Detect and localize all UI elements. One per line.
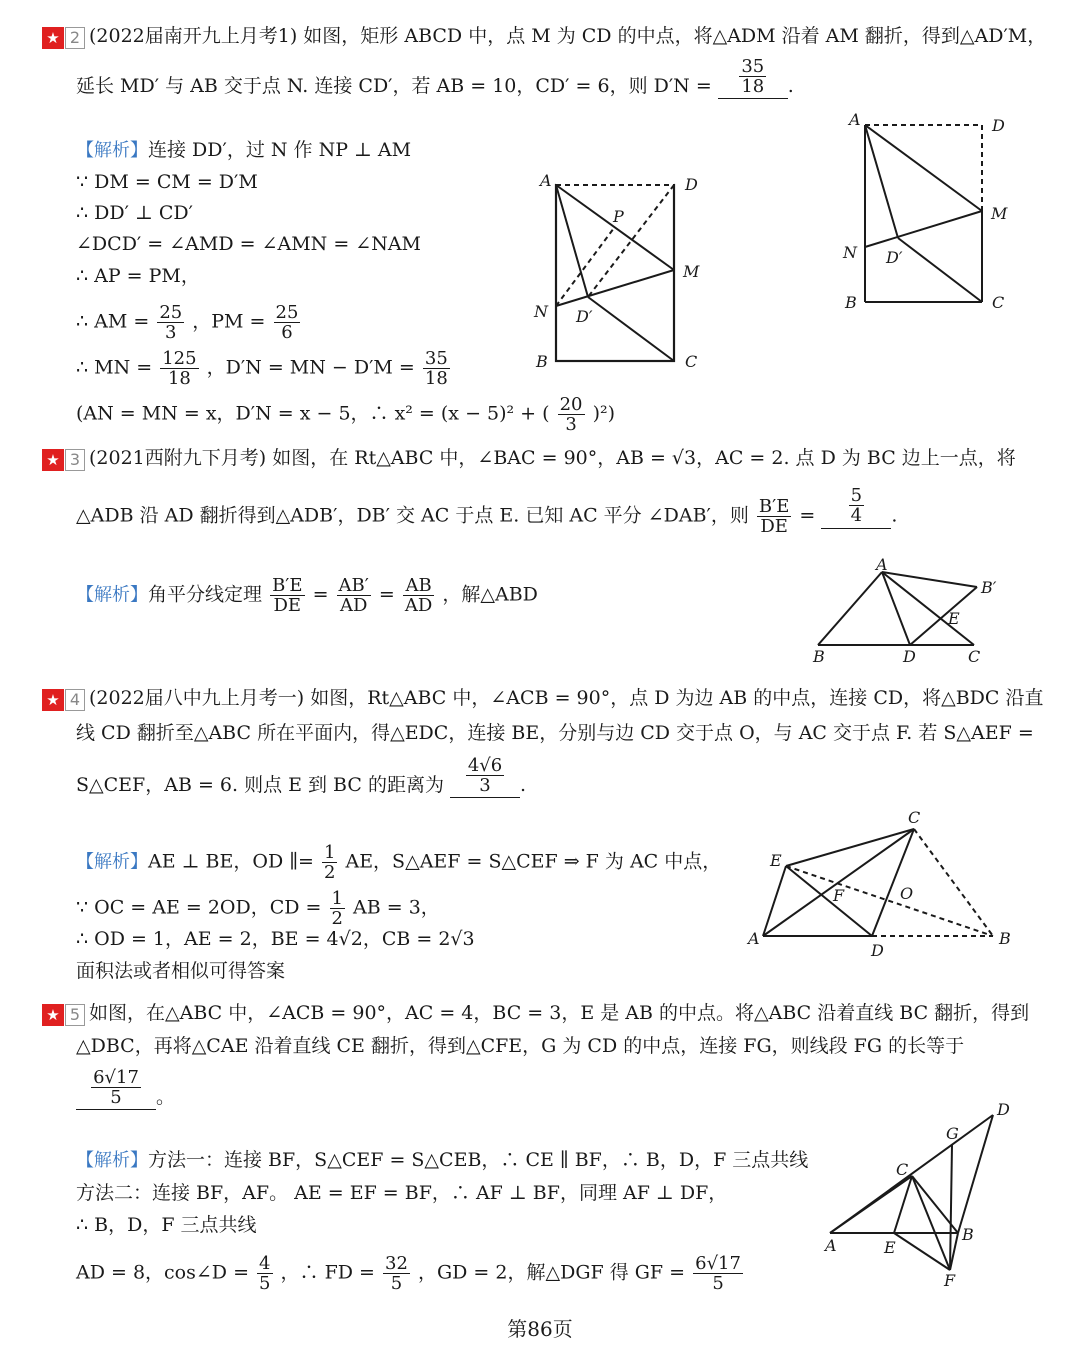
q5-line-2 xyxy=(76,1034,964,1058)
q4-sol-1-frac-num: 1 xyxy=(323,842,336,863)
q3-fig-label-e: E xyxy=(948,609,960,628)
q5-sol-4-frac1-num: 4 xyxy=(259,1253,271,1274)
q3-sol-1a: 角平分线定理 xyxy=(148,583,263,606)
q3-line-2 xyxy=(76,485,898,537)
q4-fig-dashed-eb xyxy=(786,866,993,936)
q2-answer xyxy=(718,55,788,99)
q5-answer xyxy=(76,1066,156,1110)
q4-answer xyxy=(450,754,520,798)
q5-sol-4-frac2-num: 32 xyxy=(385,1253,408,1274)
q2-fig2-label-c: C xyxy=(992,293,1005,312)
q5-fig-label-g: G xyxy=(946,1124,959,1143)
q3-sol-1b: ，解△ABD xyxy=(442,583,538,606)
q5-sol-4-frac1-den: 5 xyxy=(259,1273,271,1294)
q4-line-3 xyxy=(76,754,527,798)
q5-line-3 xyxy=(76,1066,176,1110)
q5-line-1 xyxy=(42,1001,1029,1026)
q5-tail: 。 xyxy=(156,1086,176,1108)
q2-sol-6-frac2-num: 25 xyxy=(275,302,299,323)
q4-solution-3 xyxy=(76,927,475,951)
q2-fig2-label-dp: D′ xyxy=(886,248,903,267)
q2-sol-7-frac1-num: 125 xyxy=(162,348,197,369)
q3-frac-den: DE xyxy=(760,516,788,537)
q3-sol-frac1-num: B′E xyxy=(272,575,303,596)
q4-answer-den: 3 xyxy=(479,774,491,796)
q5-text-1: 如图，在△ABC 中，∠ACB = 90°，AC = 4，BC = 3，E 是 AB 的中点。将△ABC 沿着直线 BC 翻折，得到 xyxy=(89,1002,1030,1024)
q2-sol-7-frac2-den: 18 xyxy=(424,368,448,389)
q2-sol-6b: ，PM = xyxy=(192,310,266,333)
q3-fig-label-b: B xyxy=(813,647,825,666)
q3-sol-eq1: = xyxy=(312,583,329,606)
q5-fig-line-cf xyxy=(912,1176,950,1270)
q4-solution-1 xyxy=(76,843,721,882)
q4-answer-num: 4√6 xyxy=(467,754,503,776)
q5-jiexi-label: 【解析】 xyxy=(76,1150,148,1171)
q4-fig-line-ed xyxy=(786,866,872,936)
q2-fig1-line-am xyxy=(556,185,674,270)
q5-fig-label-f: F xyxy=(944,1271,956,1290)
q2-fig2-label-n: N xyxy=(843,243,857,262)
q2-fig1-label-dp: D′ xyxy=(576,307,593,326)
q5-answer-den: 5 xyxy=(110,1086,122,1108)
q4-sol-1b: AE，S△AEF = S△CEF ⇒ F 为 AC 中点， xyxy=(345,850,722,873)
q3-frac-num: B′E xyxy=(758,496,790,517)
q5-solution-3 xyxy=(76,1213,257,1237)
q3-fig-line-abp xyxy=(882,572,977,587)
q5-fig-label-a: A xyxy=(825,1236,837,1255)
q2-solution-6 xyxy=(76,303,302,342)
q3-solution-1 xyxy=(76,576,538,615)
q4-figure xyxy=(763,829,993,936)
q5-sol-4-frac3-den: 5 xyxy=(712,1273,724,1294)
q3-fig-label-c: C xyxy=(968,647,981,666)
q2-badge xyxy=(42,25,85,49)
q3-tail: . xyxy=(891,504,898,527)
q2-fig1-label-d: D xyxy=(685,175,698,194)
q2-fig1-label-b: B xyxy=(536,352,548,371)
q3-line-1 xyxy=(42,446,1016,471)
q5-fig-label-e: E xyxy=(884,1238,896,1257)
q4-sol-2b: AB = 3， xyxy=(353,896,440,919)
q2-solution-7 xyxy=(76,349,452,388)
q5-fig-line-db xyxy=(958,1115,993,1233)
q3-answer-num: 5 xyxy=(850,485,863,506)
star-icon: ★ xyxy=(42,1004,64,1026)
q2-sol-8-frac-num: 20 xyxy=(559,394,583,415)
q2-sol-8-frac-den: 3 xyxy=(565,414,577,435)
q2-solution-8 xyxy=(76,395,615,434)
q2-fig1-line-dc xyxy=(588,297,674,361)
q4-sol-1-frac-den: 2 xyxy=(323,862,336,883)
q2-fig2-line-dc xyxy=(898,238,982,302)
q5-figure xyxy=(830,1115,993,1270)
q5-fig-label-d: D xyxy=(997,1100,1010,1119)
page-number: 第86页 xyxy=(507,1317,573,1341)
q4-solution-4 xyxy=(76,959,285,983)
q3-fig-label-a: A xyxy=(876,555,888,574)
q2-sol-1: 连接 DD′，过 N 作 NP ⊥ AM xyxy=(148,139,412,161)
q2-fig1-line-md xyxy=(556,270,674,306)
q5-answer-num: 6√17 xyxy=(93,1066,139,1088)
q2-fig2-label-m: M xyxy=(991,204,1008,223)
q4-fig-label-b: B xyxy=(999,929,1011,948)
q2-fig1-label-m: M xyxy=(683,262,700,281)
q2-solution-5 xyxy=(76,264,200,288)
star-icon: ★ xyxy=(42,27,64,49)
q4-fig-line-ac xyxy=(763,829,914,936)
q2-sol-6-frac1-den: 3 xyxy=(165,322,177,343)
q5-fig-label-c: C xyxy=(896,1160,909,1179)
q4-badge xyxy=(42,687,85,711)
q4-fig-line-ea xyxy=(763,866,786,936)
q3-sol-frac3-den: AD xyxy=(404,595,433,616)
q5-solution-4 xyxy=(76,1254,745,1293)
q4-text-1: (2022届八中九上月考一) 如图，Rt△ABC 中，∠ACB = 90°，点 D 为边 AB 的中点，连接 CD，将△BDC 沿直 xyxy=(89,687,1044,709)
q2-fig1-dashed-np xyxy=(556,228,614,306)
q2-fig2-line-ad xyxy=(865,125,898,238)
q3-sol-frac3-num: AB xyxy=(403,576,434,596)
q5-sol-4-frac2-den: 5 xyxy=(390,1273,403,1294)
q3-sol-frac2-den: AD xyxy=(339,595,368,616)
q3-answer xyxy=(821,485,891,529)
q4-fig-label-f: F xyxy=(833,886,845,905)
q3-number: 3 xyxy=(65,449,85,471)
star-icon: ★ xyxy=(42,449,64,471)
q5-fig-line-gf xyxy=(950,1145,952,1270)
q2-sol-6-frac2-den: 6 xyxy=(281,322,293,343)
q3-sol-frac1-den: DE xyxy=(273,595,302,616)
q4-fig-label-e: E xyxy=(770,851,782,870)
q4-tail: . xyxy=(520,774,527,796)
q5-solution-1 xyxy=(76,1148,808,1173)
q4-sol-3: ∴ OD = 1，AE = 2，BE = 4√2，CB = 2√3 xyxy=(76,928,475,950)
q4-sol-4: 面积法或者相似可得答案 xyxy=(76,960,286,982)
q4-fig-label-a: A xyxy=(748,929,760,948)
q3-fig-label-bp: B′ xyxy=(981,578,997,597)
q5-sol-2: 方法二：连接 BF，AF。 AE = EF = BF，∴ AF ⊥ BF，同理 AF ⊥ DF， xyxy=(76,1182,728,1204)
q3-jiexi-label: 【解析】 xyxy=(76,584,148,606)
q2-fig1-label-p: P xyxy=(613,207,624,226)
q2-sol-7b: ，D′N = MN − D′M = xyxy=(206,356,415,379)
q2-sol-5: ∴ AP = PM， xyxy=(76,265,200,287)
q4-fig-line-ec xyxy=(786,829,914,866)
q5-sol-4a: AD = 8，cos∠D = xyxy=(76,1261,249,1284)
q2-answer-den: 18 xyxy=(741,75,765,97)
q2-fig2-line-mn xyxy=(865,211,982,247)
q2-answer-num: 35 xyxy=(741,55,765,77)
q2-line-2 xyxy=(76,55,794,99)
q2-text-2: 延长 MD′ 与 AB 交于点 N. 连接 CD′，若 AB = 10，CD′ = 6，则 D′N = xyxy=(76,75,712,97)
q2-fig2-label-d: D xyxy=(992,116,1005,135)
q3-text-2b: = xyxy=(799,504,816,527)
q5-sol-4b: ，∴ FD = xyxy=(280,1261,375,1284)
q4-sol-2-frac-den: 2 xyxy=(331,908,343,929)
q2-sol-6a: ∴ AM = xyxy=(76,310,150,333)
q3-text-1: (2021西附九下月考) 如图，在 Rt△ABC 中，∠BAC = 90°，AB = √3，AC = 2. 点 D 为 BC 边上一点，将 xyxy=(89,447,1016,469)
q5-sol-1: 方法一：连接 BF，S△CEF = S△CEB，∴ CE ∥ BF，∴ B，D，F 三点共线 xyxy=(148,1149,809,1171)
q4-fig-label-o: O xyxy=(900,884,914,903)
q2-number: 2 xyxy=(65,27,85,49)
q2-fig1-label-a: A xyxy=(540,171,552,190)
q4-fig-label-c: C xyxy=(908,808,921,827)
q5-fig-line-ca xyxy=(830,1176,912,1233)
q2-text-1: (2022届南开九上月考1) 如图，矩形 ABCD 中，点 M 为 CD 的中点，将△ADM 沿着 AM 翻折，得到△AD′M， xyxy=(89,25,1047,47)
q3-answer-den: 4 xyxy=(850,505,863,526)
q3-sol-frac2-num: AB′ xyxy=(338,575,369,596)
q2-fig2-label-b: B xyxy=(845,293,857,312)
star-icon: ★ xyxy=(42,689,64,711)
q5-sol-4c: ，GD = 2，解△DGF 得 GF = xyxy=(417,1261,686,1284)
q3-sol-eq2: = xyxy=(378,583,395,606)
q4-sol-2a: ∵ OC = AE = 2OD，CD = xyxy=(76,896,322,919)
q2-line-1 xyxy=(42,24,1046,49)
q2-solution-2 xyxy=(76,170,258,194)
q2-tail: . xyxy=(787,75,794,97)
q5-solution-2 xyxy=(76,1181,727,1205)
q4-text-2: 线 CD 翻折至△ABC 所在平面内，得△EDC，连接 BE，分别与边 CD 交于点 O，与 AC 交于点 F. 若 S△AEF = xyxy=(76,722,1034,744)
q4-line-2 xyxy=(76,721,1034,745)
q2-sol-7-frac2-num: 35 xyxy=(424,348,448,369)
q5-fig-label-b: B xyxy=(962,1225,974,1244)
q2-sol-3: ∴ DD′ ⊥ CD′ xyxy=(76,202,193,224)
q2-figure-2 xyxy=(865,125,982,302)
q2-fig1-line-ad xyxy=(556,185,588,297)
q5-sol-3: ∴ B，D，F 三点共线 xyxy=(76,1214,257,1236)
q2-fig1-label-n: N xyxy=(534,302,548,321)
q5-badge xyxy=(42,1002,85,1026)
q2-solution-1 xyxy=(76,138,411,163)
q5-number: 5 xyxy=(65,1004,85,1026)
q2-sol-6-frac1-num: 25 xyxy=(159,302,183,323)
q4-jiexi-label: 【解析】 xyxy=(76,851,148,873)
q3-fig-line-ab xyxy=(818,572,882,645)
q2-fig1-dashed-dd xyxy=(588,185,674,297)
q2-sol-4: ∠DCD′ = ∠AMD = ∠AMN = ∠NAM xyxy=(76,233,422,255)
q2-fig2-label-a: A xyxy=(849,110,861,129)
q2-fig1-label-c: C xyxy=(685,352,698,371)
q4-fig-label-d: D xyxy=(871,941,884,960)
q4-sol-1a: AE ⊥ BE，OD ∥= xyxy=(148,850,314,873)
q3-text-2a: △ADB 沿 AD 翻折得到△ADB′，DB′ 交 AC 于点 E. 已知 AC 平分 ∠DAB′，则 xyxy=(76,504,749,527)
q2-solution-4 xyxy=(76,232,421,256)
q4-text-3: S△CEF，AB = 6. 则点 E 到 BC 的距离为 xyxy=(76,774,444,796)
q2-solution-3 xyxy=(76,201,193,225)
q2-sol-2: ∵ DM = CM = D′M xyxy=(76,171,258,193)
q5-sol-4-frac3-num: 6√17 xyxy=(695,1253,741,1274)
q2-fig2-line-am xyxy=(865,125,982,211)
q4-sol-2-frac-num: 1 xyxy=(331,888,343,909)
q4-fig-dashed-cb xyxy=(914,829,993,936)
q3-badge xyxy=(42,447,85,471)
q4-solution-2 xyxy=(76,889,440,928)
q2-sol-7a: ∴ MN = xyxy=(76,356,153,379)
q2-sol-8b: )²) xyxy=(592,402,616,425)
q2-sol-8a: (AN = MN = x，D′N = x − 5，∴ x² = (x − 5)² + ( xyxy=(76,402,550,425)
q4-number: 4 xyxy=(65,689,85,711)
q2-jiexi-label: 【解析】 xyxy=(76,140,148,161)
q3-fig-label-d: D xyxy=(903,647,916,666)
q2-sol-7-frac1-den: 18 xyxy=(167,368,191,389)
q4-line-1 xyxy=(42,686,1043,711)
q5-text-2: △DBC，再将△CAE 沿着直线 CE 翻折，得到△CFE，G 为 CD 的中点，连接 FG，则线段 FG 的长等于 xyxy=(76,1035,965,1057)
q3-fig-line-dbp xyxy=(910,587,977,645)
